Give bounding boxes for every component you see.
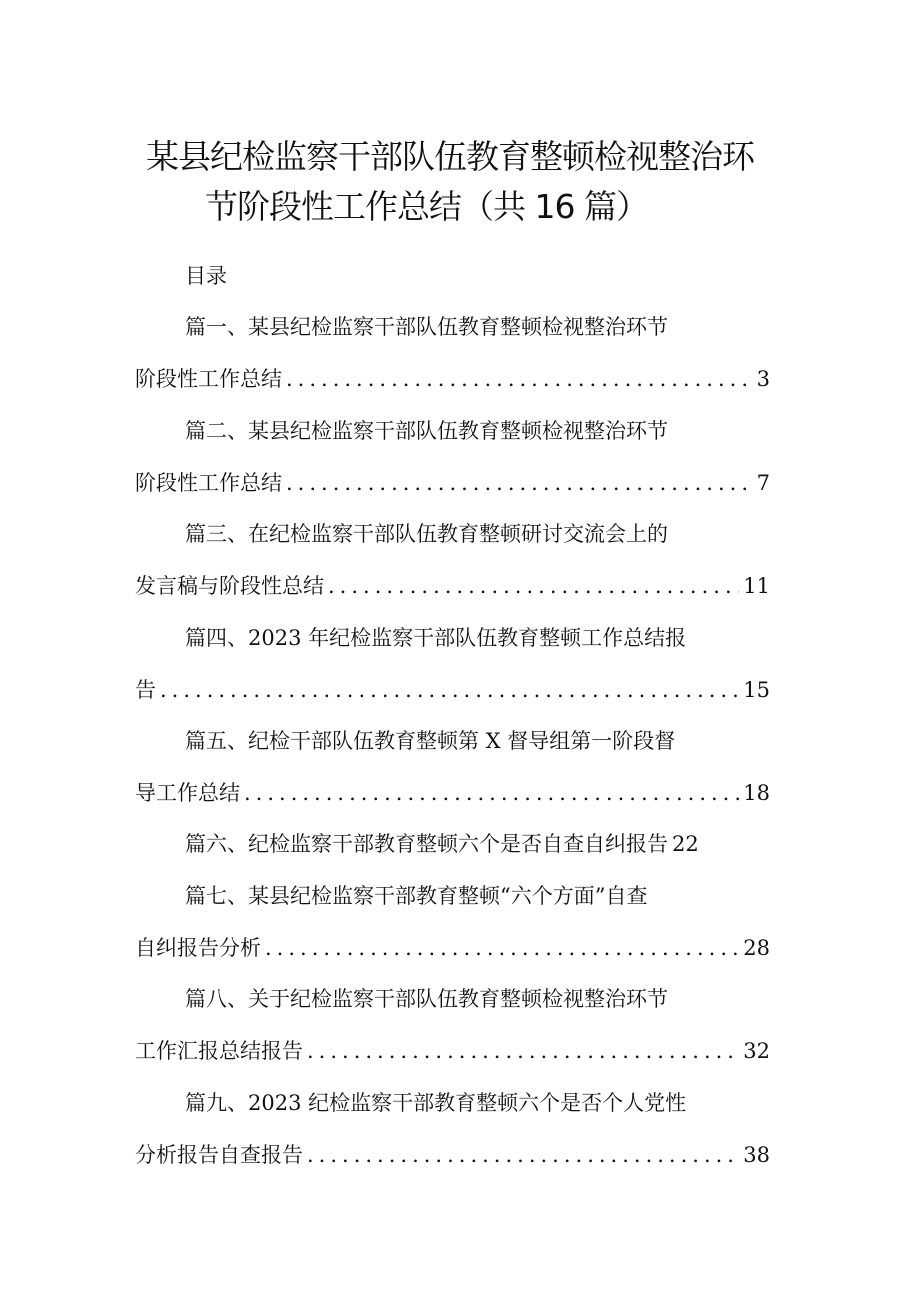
toc-entry-title-continued: 告 xyxy=(135,678,156,702)
toc-entry-title: 篇六、纪检监察干部教育整顿六个是否自查自纠报告 xyxy=(185,832,668,856)
dot-leader xyxy=(244,778,739,808)
dot-leader xyxy=(307,1140,739,1170)
toc-entry-title: 篇三、在纪检监察干部队伍教育整顿研讨交流会上的 xyxy=(185,522,668,546)
toc-entry-title: 篇九、2023 纪检监察干部教育整顿六个是否个人党性 xyxy=(185,1091,687,1115)
dot-leader xyxy=(160,675,739,705)
toc-entry-title-continued: 自纠报告分析 xyxy=(135,936,261,960)
toc-entry-title-continued: 导工作总结 xyxy=(135,781,240,805)
toc-page-number: 7 xyxy=(756,471,770,495)
toc-entry-title-continued: 阶段性工作总结 xyxy=(135,471,282,495)
toc-entry-title-continued: 工作汇报总结报告 xyxy=(135,1039,303,1063)
toc-page-number: 38 xyxy=(743,1143,770,1167)
toc-heading: 目录 xyxy=(185,264,227,288)
toc-page-number: 18 xyxy=(743,781,770,805)
toc-entry-title-continued: 阶段性工作总结 xyxy=(135,367,282,391)
title-line-2: 节阶段性工作总结（共 16 篇） xyxy=(205,187,648,226)
toc-entry-title: 篇一、某县纪检监察干部队伍教育整顿检视整治环节 xyxy=(185,315,668,339)
toc-page-number: 11 xyxy=(743,574,770,598)
toc-page-number: 22 xyxy=(672,832,699,856)
toc-entry-title: 篇五、纪检干部队伍教育整顿第 X 督导组第一阶段督 xyxy=(185,729,676,753)
dot-leader xyxy=(265,933,739,963)
toc-entry-title: 篇四、2023 年纪检监察干部队伍教育整顿工作总结报 xyxy=(185,626,687,650)
toc-page-number: 15 xyxy=(743,678,770,702)
toc-page-number: 32 xyxy=(743,1039,770,1063)
toc-entry-title: 篇七、某县纪检监察干部教育整顿“六个方面”自查 xyxy=(185,884,648,908)
toc-entry-title: 篇八、关于纪检监察干部队伍教育整顿检视整治环节 xyxy=(185,987,668,1011)
dot-leader xyxy=(307,1036,739,1066)
toc-entry-title: 篇二、某县纪检监察干部队伍教育整顿检视整治环节 xyxy=(185,419,668,443)
dot-leader xyxy=(328,571,739,601)
toc-entry-title-continued: 分析报告自查报告 xyxy=(135,1143,303,1167)
toc-page-number: 3 xyxy=(756,367,770,391)
toc-page-number: 28 xyxy=(743,936,770,960)
dot-leader xyxy=(286,468,753,498)
title-line-1: 某县纪检监察干部队伍教育整顿检视整治环 xyxy=(146,137,754,176)
toc-entry-title-continued: 发言稿与阶段性总结 xyxy=(135,574,324,598)
dot-leader xyxy=(286,364,753,394)
